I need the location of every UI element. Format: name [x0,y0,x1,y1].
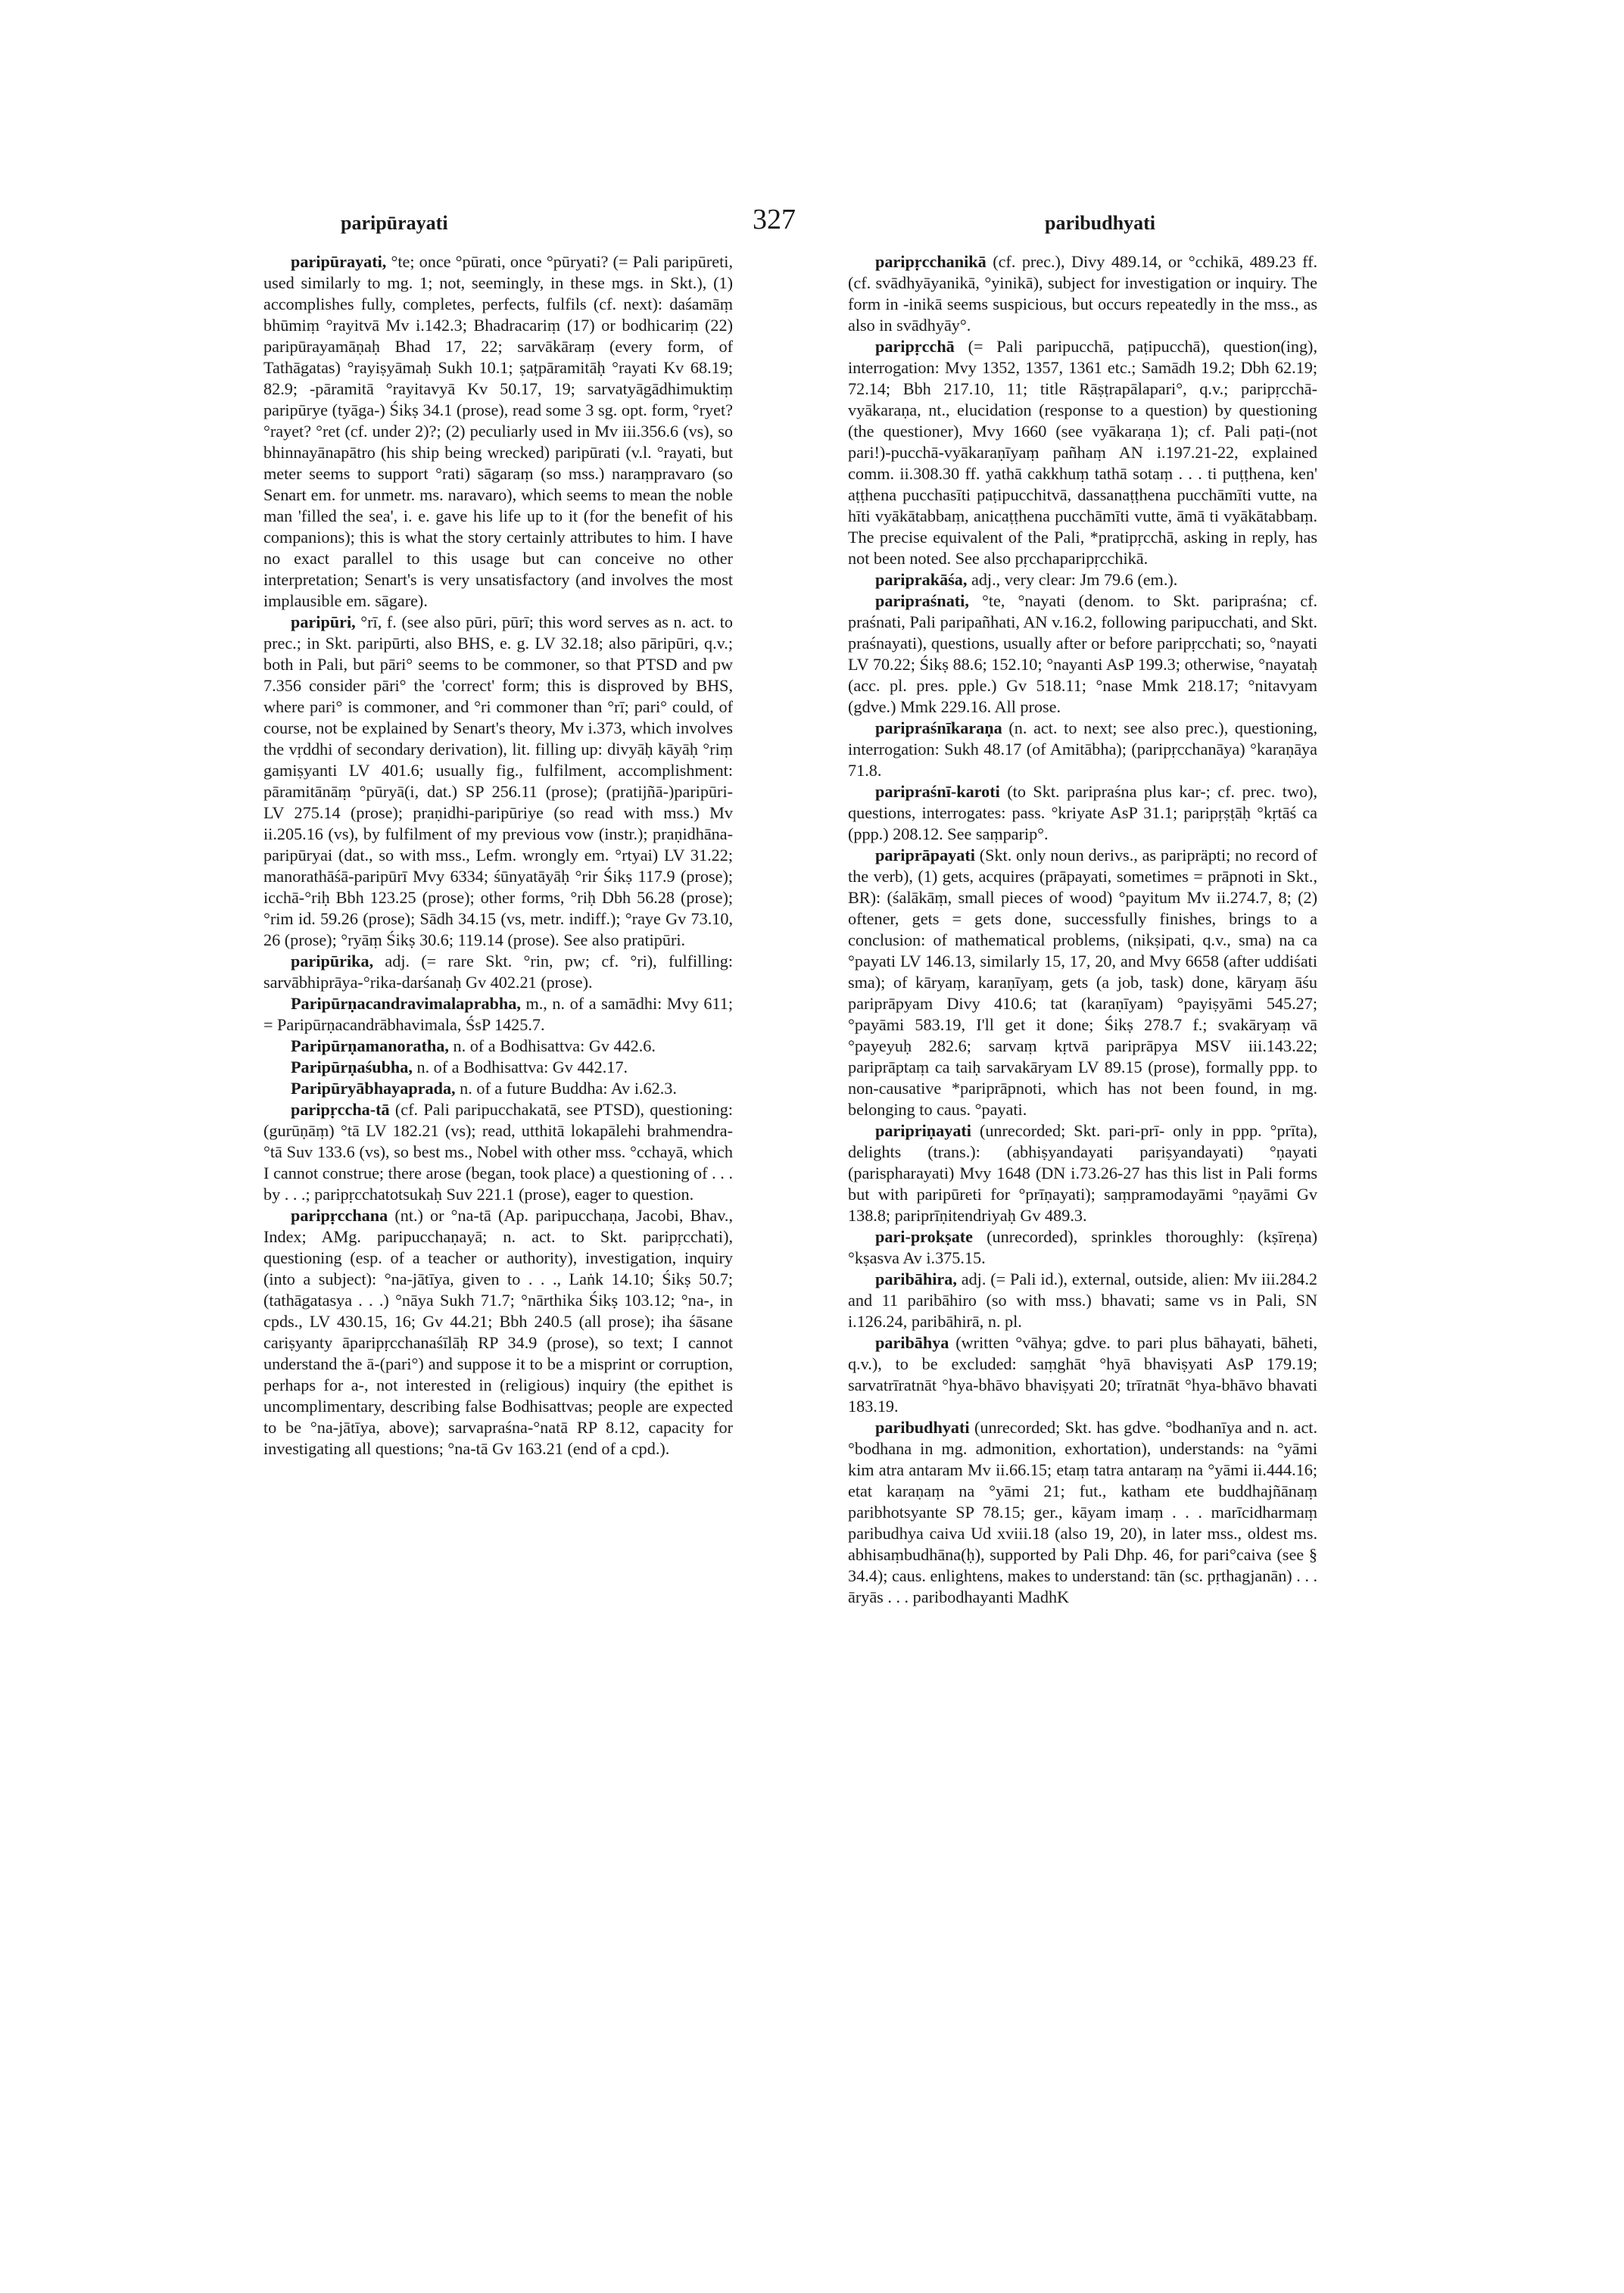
entry-text: m., n. of a samādhi: Mvy 611; = Paripūrṇacandrābhavimala, ŚsP 1425.7. [263,994,733,1034]
dictionary-entry [263,1057,733,1078]
entry-headword: paripṛcchana [291,1206,388,1225]
entry-headword: paribāhira, [875,1270,957,1288]
entry-text: adj. (= Pali id.), external, outside, alien: Mv iii.284.2 and 11 paribāhiro (so with mss.) bhavati; same vs in Pali, SN i.126.24, paribāhirā, n. pl. [848,1270,1318,1331]
entry-text: adj., very clear: Jm 79.6 (em.). [971,570,1178,589]
entry-text: (to Skt. paripraśna plus kar-; cf. prec. two), questions, interrogates: pass. °kriyate AsP 31.1; paripṛṣṭāḥ °kṛtāś ca (ppp.) 208.12. See saṃparip°. [848,782,1317,843]
page-number: 327 [753,204,796,235]
dictionary-entry [263,251,733,612]
running-head [341,203,1446,241]
entry-headword: paripṛccha-tā [291,1100,390,1119]
dictionary-entry [848,1332,1317,1417]
dictionary-entry [263,1205,733,1460]
entry-headword: paripūrayati, [291,252,387,271]
dictionary-entry [848,1417,1317,1608]
entry-headword: paripriṇayati [875,1121,971,1140]
entry-text: (unrecorded), sprinkles thoroughly: (kṣīreṇa) °kṣasva Av i.375.15. [848,1227,1317,1267]
entry-headword: paripraśnīkaraṇa [875,718,1002,737]
entry-text: n. of a Bodhisattva: Gv 442.6. [453,1036,656,1055]
entry-headword: paripṛcchā [875,337,955,356]
dictionary-entry [848,845,1317,1120]
entry-text: (cf. Pali paripucchakatā, see PTSD), questioning: (gurūṇāṃ) °tā LV 182.21 (vs); read, utthitā lokapālehi brahmendra-°tā Suv 133.6 (vs), so best ms., Nobel with other mss. °cchayā, which I cannot construe; there arose (began, took place) a questioning of . . . by . . .; paripṛcchatotsukaḥ Suv 221.1 (prose), eager to question. [263,1100,734,1204]
entry-headword: paripūri, [291,612,356,631]
dictionary-entry [263,1036,733,1057]
entry-headword: paribāhya [875,1333,949,1352]
entry-headword: Paripūrṇacandravimalaprabha, [291,994,521,1013]
entry-text: (unrecorded; Skt. pari-prī- only in ppp. °prīta), delights (trans.): (abhiṣyandayati pariṣyandayati) °ṇayati (parispharayati) Mvy 1648 (DN i.73.26-27 has this list in Pali forms but with paripūreti for °prīṇayati); saṃpramodayāmi °ṇayāmi Gv 138.8; pariprīṇitendriyaḥ Gv 489.3. [848,1121,1318,1225]
entry-headword: paribudhyati [875,1418,970,1437]
entry-headword: paripūrika, [291,952,374,970]
entry-text: (nt.) or °na-tā (Ap. paripucchaṇa, Jacobi, Bhav., Index; AMg. paripucchaṇayā; n. act. to Skt. paripṛcchati), questioning (esp. of a teacher or authority), investigation, inquiry (into a subject): °na-jātīya, given to . . ., Laṅk 14.10; Śikṣ 50.7; (tathāgatasya . . .) °nāya Sukh 71.7; °nārthika Śikṣ 103.12; °na-, in cpds., LV 430.15, 16; Gv 44.21; Bbh 240.5 (all prose); iha śāsane cariṣyanty āparipṛcchanaśīlāḥ RP 34.9 (prose), so text; I cannot understand the ā-(pari°) and suppose it to be a misprint or corruption, perhaps for a-, not interested in (religious) inquiry (the epithet is uncomplimentary, describing false Bodhisattvas; people are expected to be °na-jātīya, above); sarvapraśna-°natā RP 8.12, capacity for investigating all questions; °na-tā Gv 163.21 (end of a cpd.). [263,1206,734,1458]
entry-text: (unrecorded; Skt. has gdve. °bodhanīya and n. act. °bodhana in mg. admonition, exhortation), understands: na °yāmi kim atra antaram Mv ii.66.15; etaṃ tatra antaraṃ na °yāmi ii.444.16; etat karaṇaṃ na °yāmi 21; fut., katham ete buddhajñānaṃ paribhotsyante SP 78.15; ger., kāyam imaṃ . . . marīcidharmaṃ paribudhya caiva Ud xviii.18 (also 19, 20), in later mss., oldest ms. abhisaṃbudhāna(ḥ), supported by Pali Dhp. 46, for pari°caiva (see § 34.4); caus. enlightens, makes to understand: tān (sc. pṛthagjanān) . . . āryās . . . paribodhayanti MadhK [848,1418,1317,1606]
entry-headword: Paripūrṇaśubha, [291,1058,413,1076]
dictionary-entry [848,590,1317,718]
dictionary-entry [263,1099,733,1205]
entry-headword: paripraśnati, [875,591,969,610]
dictionary-entry [263,1078,733,1099]
dictionary-entry [848,781,1317,845]
entry-text: °te; once °pūrati, once °pūryati? (= Pali paripūreti, used similarly to mg. 1; not, seemingly, in these mgs. in Skt.), (1) accomplishes fully, completes, perfects, fulfils (cf. next): daśamāṃ bhūmiṃ °rayitvā Mv i.142.3; Bhadracariṃ (17) or bodhicariṃ (22) paripūrayamāṇaḥ Bhad 17, 22; sarvākāraṃ (every form, of Tathāgatas) °rayiṣyāmaḥ Sukh 10.1; ṣaṭpāramitāḥ °rayati Kv 68.19; 82.9; -pāramitā °rayitavyā Kv 50.17, 19; sarvatyāgādhimuktiṃ paripūrye (tyāga-) Śikṣ 34.1 (prose), read some 3 sg. opt. form, °ryet? °rayet? °ret (cf. under 2)?; (2) peculiarly used in Mv iii.356.6 (vs), so bhinnayānapātro (his ship being wrecked) paripūrati (v.l. °rayati, but meter seems to support °rati) sāgaraṃ (so mss.) naraṃpravaro (so Senart em. for unmetr. ms. naravaro), which seems to mean the noble man 'filled the sea', i. e. gave his life up to it (for the benefit of his companions); this is what the story certainly attributes to him. I have no exact parallel to this usage but can conceive no other interpretation; Senart's is very unsatisfactory (and involves the most implausible em. sāgare). [263,252,733,610]
entry-text: (n. act. to next; see also prec.), questioning, interrogation: Sukh 48.17 (of Amitābha); (paripṛcchanāya) °karaṇāya 71.8. [848,718,1318,780]
entry-headword: paripraśnī-karoti [875,782,1000,801]
entry-text: °te, °nayati (denom. to Skt. paripraśna; cf. praśnati, Pali paripañhati, AN v.16.2, following paripucchati, and Skt. praśnayati), questions, usually after or before paripṛcchati; so, °nayati LV 70.22; Śikṣ 88.6; 152.10; °nayanti AsP 199.3; otherwise, °nayataḥ (acc. pl. pres. pple.) Gv 518.11; °nase Mmk 218.17; °nitavyam (gdve.) Mmk 229.16. All prose. [848,591,1318,716]
right-running-headword: paribudhyati [1045,212,1155,234]
entry-headword: pari-prokṣate [875,1227,974,1246]
dictionary-entry [263,951,733,993]
dictionary-entry [848,251,1317,336]
dictionary-entry [848,569,1317,590]
entry-text: n. of a Bodhisattva: Gv 442.17. [416,1058,628,1076]
entry-text: (Skt. only noun derivs., as paripräpti; no record of the verb), (1) gets, acquires (prāpayati, sometimes = prāpnoti in Skt., BR): (śalākāṃ, small pieces of wood) °payitum Mv ii.274.7, 8; (2) oftener, gets = gets done, successfully finishes, brings to a conclusion: of mathematical problems, (nikṣipati, q.v., sma) na ca °payati LV 146.13, similarly 15, 17, 20, and Mvy 6658 (after uddiśati sma); of kāryaṃ, karaṇīyaṃ, gets (a job, task) done, kāryaṃ āśu pariprāpyam Divy 410.6; tat (karaṇīyam) °payiṣyāmi 545.27; °payāmi 583.19, I'll get it done; Śikṣ 278.7 f.; svakāryaṃ vā °payeyuḥ 282.6; sarvaṃ kṛtvā pariprāpya MSV iii.143.22; pariprāptaṃ ca taiḥ sarvakāryam LV 89.15 (prose), formally ppp. to non-causative *pariprāpnoti, which has not been found, in mg. belonging to caus. °payati. [848,846,1318,1119]
entry-headword: pariprakāśa, [875,570,968,589]
entry-text: (cf. prec.), Divy 489.14, or °cchikā, 489.23 ff. (cf. svādhyāyanikā, °yinikā), subject for investigation or inquiry. The form in -inikā seems suspicious, but occurs repeatedly in the mss., as also in svādhyāy°. [848,252,1318,335]
dictionary-entry [848,1120,1317,1226]
dictionary-entry [263,993,733,1036]
entry-text: adj. (= rare Skt. °rin, pw; cf. °ri), fulfilling: sarvābhiprāya-°rika-darśanaḥ Gv 402.21 (prose). [263,952,734,992]
entry-headword: Paripūrṇamanoratha, [291,1036,449,1055]
right-column [848,251,1317,1608]
entry-text: n. of a future Buddha: Av i.62.3. [460,1079,677,1098]
dictionary-entry [848,1269,1317,1332]
dictionary-entry [848,336,1317,569]
left-column [263,251,733,1460]
entry-headword: paripṛcchanikā [875,252,987,271]
left-running-headword: paripūrayati [341,212,448,234]
entry-text: °rī, f. (see also pūri, pūrī; this word serves as n. act. to prec.; in Skt. paripūrti, also BHS, e. g. LV 32.18; also pāripūri, q.v.; both in Pali, but pāri° seems to be commoner, so that PTSD and pw 7.356 consider pāri° the 'correct' form; this is disproved by BHS, where pari° is commoner, and °ri commoner than °rī; pari° could, of course, not be explained by Senart's theory, Mv i.373, which involves the vṛddhi of secondary derivation), lit. filling up: divyāḥ kāyāḥ °riṃ gamiṣyanti LV 401.6; usually fig., fulfilment, accomplishment: pāramitānāṃ °pūryā(i, dat.) SP 256.11 (prose); (pratijñā-)paripūri- LV 275.14 (prose); praṇidhi-paripūriye (so read with mss.) Mv ii.205.16 (vs), by fulfilment of my previous vow (instr.); praṇidhāna-paripūryai (dat., so with mss., Lefm. wrongly em. °rtyai) LV 31.22; manorathāśā-paripūrī Mvy 6334; śūnyatāyāḥ °rir Śikṣ 117.9 (prose); icchā-°riḥ Bbh 123.25 (prose); other forms, °riḥ Dbh 56.28 (prose); °rim id. 59.26 (prose); Sādh 34.15 (vs, metr. indiff.); °raye Gv 73.10, 26 (prose); °ryāṃ Śikṣ 30.6; 119.14 (prose). See also pratipūri. [263,612,734,949]
dictionary-entry [848,1226,1317,1269]
entry-headword: pariprāpayati [875,846,975,865]
dictionary-entry [263,612,733,951]
dictionary-entry [848,718,1317,781]
entry-text: (= Pali paripucchā, paṭipucchā), question(ing), interrogation: Mvy 1352, 1357, 1361 etc.; Samādh 19.2; Dbh 62.19; 72.14; Bbh 217.10, 11; title Rāṣṭrapālapari°, q.v.; paripṛcchā-vyākaraṇa, nt., elucidation (response to a question) by questioning (the questioner), Mvy 1660 (see vyākaraṇa 1); cf. Pali paṭi-(not pari!)-pucchā-vyākaraṇīyaṃ pañhaṃ AN i.197.21-22, explained comm. ii.308.30 ff. yathā cakkhuṃ tathā sotaṃ . . . ti puṭṭhena, ken' aṭṭhena pucchasīti paṭipucchitvā, dassanaṭṭhena pucchāmīti vutte, na hīti vyākātabbaṃ, anicaṭṭhena pucchāmīti vutte, āmā ti vyākātabbaṃ. The precise equivalent of the Pali, *pratipṛcchā, asking in reply, has not been noted. See also pṛcchaparipṛcchikā. [848,337,1317,568]
entry-headword: Paripūryābhayaprada, [291,1079,456,1098]
entry-text: (written °vāhya; gdve. to pari plus bāhayati, bāheti, q.v.), to be excluded: saṃghāt °hyā bhaviṣyati AsP 179.19; sarvatrīratnāt °hya-bhāvo bhaviṣyati 20; trīratnāt °hya-bhāvo bhavati 183.19. [848,1333,1318,1416]
